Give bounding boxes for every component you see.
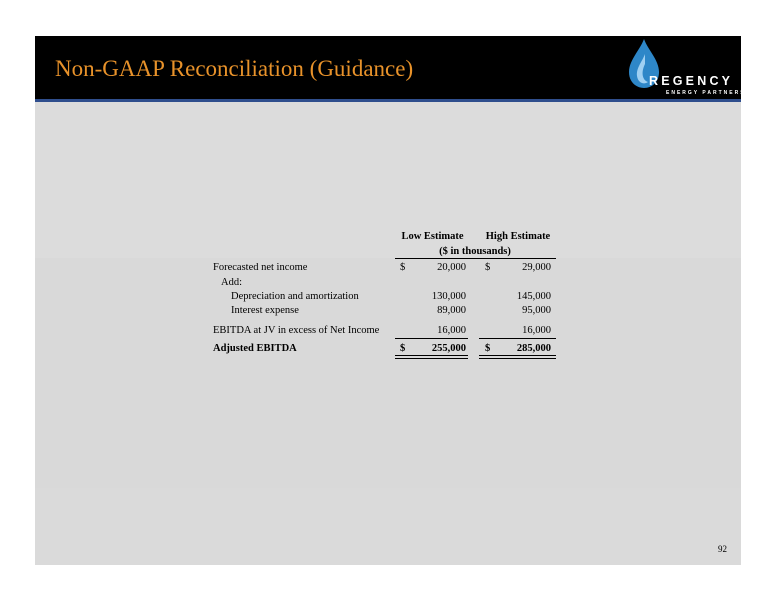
slide-header bbox=[35, 36, 746, 99]
logo-wordmark: REGENCY bbox=[649, 74, 734, 88]
currency-symbol: $ bbox=[485, 262, 491, 273]
units-label: ($ in thousands) bbox=[439, 246, 511, 257]
row-label: EBITDA at JV in excess of Net Income bbox=[213, 325, 380, 336]
low-value: 89,000 bbox=[437, 305, 466, 316]
high-total: 285,000 bbox=[516, 343, 551, 354]
high-value: 145,000 bbox=[516, 291, 551, 302]
row-label: Add: bbox=[221, 277, 242, 288]
logo-subtitle: ENERGY PARTNERS bbox=[666, 90, 746, 96]
currency-symbol: $ bbox=[400, 262, 406, 273]
low-value: 130,000 bbox=[431, 291, 466, 302]
low-total: 255,000 bbox=[431, 343, 466, 354]
page-number: 92 bbox=[718, 544, 727, 554]
row-label-total: Adjusted EBITDA bbox=[213, 343, 297, 354]
header-underline bbox=[395, 258, 556, 259]
slide-title: Non-GAAP Reconciliation (Guidance) bbox=[55, 56, 414, 81]
column-header-high: High Estimate bbox=[485, 231, 551, 242]
total-double-underline bbox=[395, 358, 468, 359]
currency-symbol: $ bbox=[400, 343, 406, 354]
low-value: 20,000 bbox=[437, 262, 466, 273]
slide bbox=[35, 36, 746, 565]
high-value: 16,000 bbox=[522, 325, 551, 336]
background-band bbox=[35, 488, 741, 565]
total-double-underline bbox=[479, 355, 556, 356]
total-double-underline bbox=[395, 355, 468, 356]
high-value: 29,000 bbox=[522, 262, 551, 273]
low-value: 16,000 bbox=[437, 325, 466, 336]
header-divider bbox=[35, 99, 741, 102]
row-label: Forecasted net income bbox=[213, 262, 308, 273]
company-logo bbox=[626, 38, 746, 98]
subtotal-underline bbox=[479, 338, 556, 339]
row-label: Depreciation and amortization bbox=[231, 291, 359, 302]
currency-symbol: $ bbox=[485, 343, 491, 354]
subtotal-underline bbox=[395, 338, 468, 339]
total-double-underline bbox=[479, 358, 556, 359]
column-header-low: Low Estimate bbox=[401, 231, 464, 242]
row-label: Interest expense bbox=[231, 305, 299, 316]
high-value: 95,000 bbox=[522, 305, 551, 316]
